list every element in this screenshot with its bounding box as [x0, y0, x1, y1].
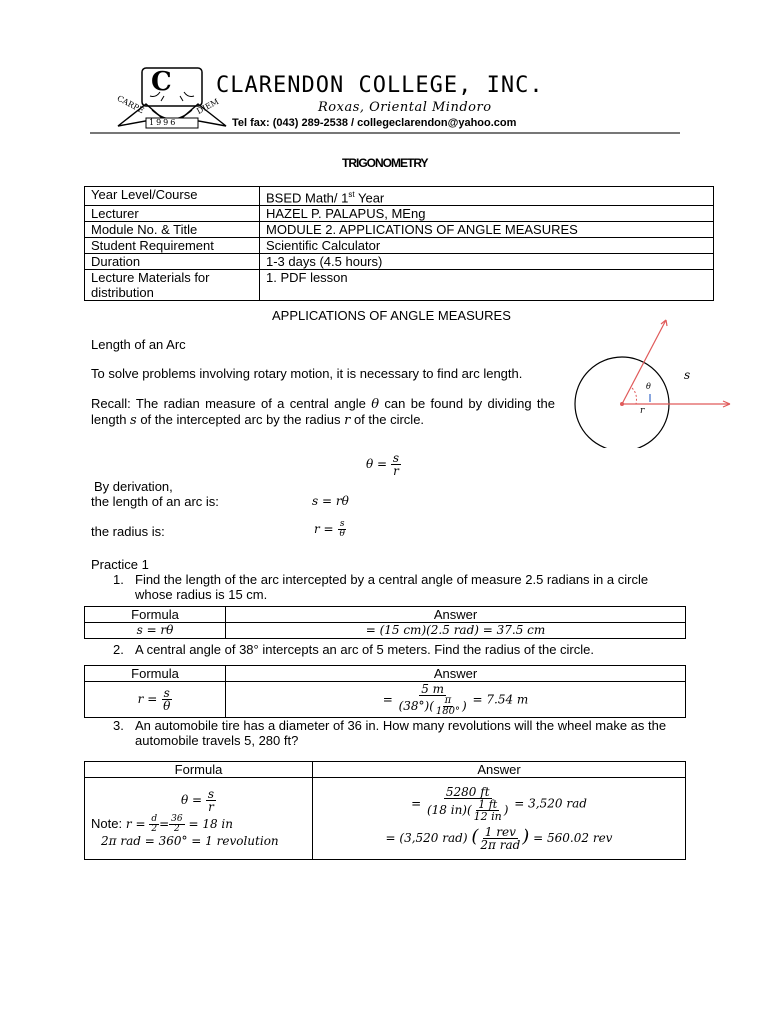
college-contact: Tel fax: (043) 289-2538 / collegeclarendon@yahoo.com	[232, 117, 517, 129]
answer-line-1: = 5280 ft (18 in)( $\frac{1 ft}{12 in}$ ) = 3,520 rad	[411, 785, 587, 823]
arc-diagram	[570, 318, 740, 448]
info-value: BSED Math/ 1st Year	[260, 187, 714, 206]
info-value: 1-3 days (4.5 hours)	[260, 254, 714, 270]
practice-1-table	[84, 606, 686, 639]
theta-formula-line: θ = $\frac{s}{r}$	[180, 787, 215, 814]
problem-number: 3.	[113, 718, 124, 733]
answer-cell	[313, 778, 686, 860]
answer-line-2: = (3,520 rad) ( $\frac{\text{1 rev}}{\text{2π rad}}$ ) = 560.02 rev	[385, 825, 613, 852]
problem-number: 1.	[113, 572, 124, 587]
formula-cell	[85, 778, 313, 860]
table-row	[85, 607, 686, 623]
table-row	[85, 270, 714, 301]
derivation-intro: By derivation,	[94, 479, 173, 494]
logo-letter: C	[151, 67, 172, 97]
radius-label: r	[640, 406, 645, 416]
revolution-line: 2π rad = 360° = 1 revolution	[101, 834, 279, 848]
info-value: 1. PDF lesson	[260, 270, 714, 301]
formula-header: Formula	[85, 762, 313, 778]
answer-header: Answer	[226, 607, 686, 623]
info-label: Lecturer	[85, 206, 260, 222]
table-row	[85, 206, 714, 222]
info-label: Year Level/Course	[85, 187, 260, 206]
header-divider	[90, 132, 680, 134]
intro-paragraph: To solve problems involving rotary motion, it is necessary to find arc length.	[91, 366, 523, 381]
problem-text: Find the length of the arc intercepted by a central angle of measure 2.5 radians in a circle whose radius is 15 cm.	[135, 572, 649, 602]
info-value: Scientific Calculator	[260, 238, 714, 254]
formula-cell: r = $\frac{s}{\theta}$	[85, 682, 226, 718]
info-value: MODULE 2. APPLICATIONS OF ANGLE MEASURES	[260, 222, 714, 238]
table-row	[85, 238, 714, 254]
logo-motto-left: CARPE	[115, 93, 146, 116]
arc-length-label: the length of an arc is:	[91, 494, 219, 509]
arc-length-formula: s = rθ	[312, 494, 349, 508]
course-info-table	[84, 186, 714, 301]
problem-text: A central angle of 38° intercepts an arc of 5 meters. Find the radius of the circle.	[135, 642, 594, 657]
table-row	[85, 682, 686, 718]
table-row	[85, 778, 686, 860]
formula-header: Formula	[85, 607, 226, 623]
formula-cell: s = rθ	[85, 623, 226, 639]
table-row	[85, 222, 714, 238]
subject-title: TRIGONOMETRY	[342, 156, 428, 170]
angle-label: θ	[646, 382, 651, 391]
college-location: Roxas, Oriental Mindoro	[318, 100, 492, 115]
answer-header: Answer	[226, 666, 686, 682]
practice-2-table	[84, 665, 686, 718]
recall-paragraph: Recall: The radian measure of a central angle θ can be found by dividing the length s of the intercepted arc by the radius r of the circle.	[91, 396, 555, 428]
answer-cell: = 5 m (38°)( $\frac{\pi}{180^\circ}$ ) = 7.54 m	[226, 682, 686, 718]
arc-heading: Length of an Arc	[91, 337, 186, 352]
theta-formula: θ = $\frac{s}{r}$	[366, 451, 400, 478]
table-row	[85, 187, 714, 206]
info-label: Lecture Materials for distribution	[85, 270, 260, 301]
problem-number: 2.	[113, 642, 124, 657]
logo-year: 1996	[149, 118, 178, 127]
table-row	[85, 666, 686, 682]
table-row	[85, 623, 686, 639]
arc-label: s	[684, 368, 691, 382]
formula-header: Formula	[85, 666, 226, 682]
answer-cell: = (15 cm)(2.5 rad) = 37.5 cm	[226, 623, 686, 639]
practice-title: Practice 1	[91, 557, 149, 572]
info-label: Duration	[85, 254, 260, 270]
logo-motto-right: DIEM	[195, 96, 221, 117]
section-title: APPLICATIONS OF ANGLE MEASURES	[272, 308, 511, 323]
info-value: HAZEL P. PALAPUS, MEng	[260, 206, 714, 222]
answer-header: Answer	[313, 762, 686, 778]
radius-formula: r = $\frac{s}{\theta}$	[314, 519, 345, 539]
practice-3-table	[84, 761, 686, 860]
college-name: CLARENDON COLLEGE, INC.	[216, 73, 544, 98]
note-line: Note: r = $\frac{d}{2}$ = $\frac{36}{2}$ = 18 in	[91, 814, 233, 834]
info-label: Module No. & Title	[85, 222, 260, 238]
table-row	[85, 254, 714, 270]
radius-label-text: the radius is:	[91, 524, 165, 539]
info-label: Student Requirement	[85, 238, 260, 254]
problem-text: An automobile tire has a diameter of 36 in. How many revolutions will the wheel make as the automobile travels 5, 280 ft?	[135, 718, 667, 748]
table-row	[85, 762, 686, 778]
